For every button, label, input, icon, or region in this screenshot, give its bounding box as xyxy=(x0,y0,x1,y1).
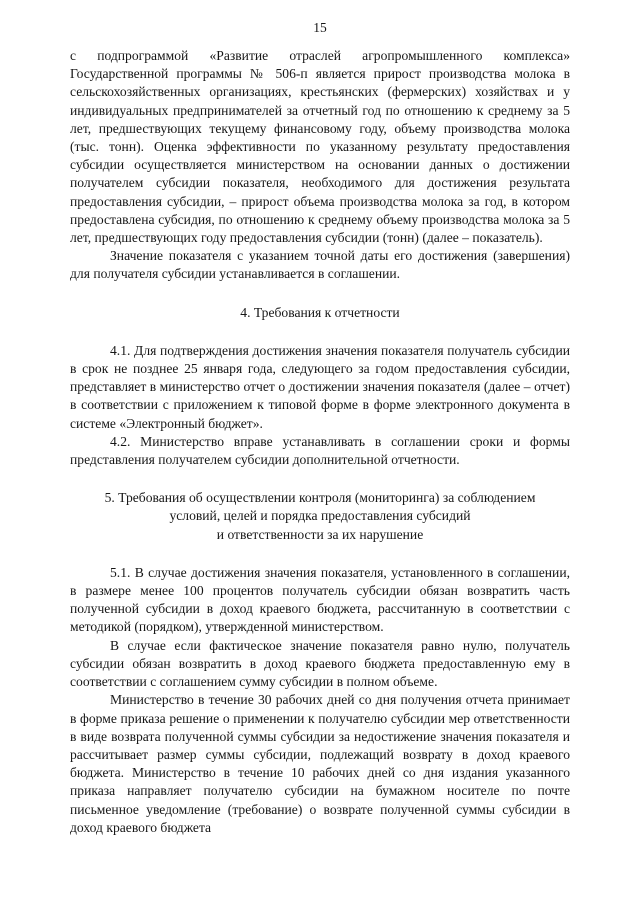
paragraph-indicator-value: Значение показателя с указанием точной даты его достижения (завершения) для получателя субсидии устанавливается в соглашении. xyxy=(70,248,570,282)
section-5-heading xyxy=(70,489,570,544)
section-5-heading-line-2: условий, целей и порядка предоставления субсидий xyxy=(169,508,471,524)
paragraph-continuation: с подпрограммой «Развитие отраслей агропромышленного комплекса» Государственной программы № 506-п является прирост производства молока в сельскохозяйственных организациях, крестьянских (фермерских) хозяйствах и у индивидуальных предпринимателей за отчетный год по отношению к среднему за 5 лет, предшествующих текущему финансовому году, объему производства молока (тыс. тонн). Оценка эффективности по указанному результату предоставления субсидии осуществляется министерством на основании данных о достижении получателем субсидии показателя, необходимого для достижения результата предоставления субсидии, – прирост объема производства молока за год, в котором предоставлена субсидия, по отношению к среднему объему производства молока за 5 лет, предшествующих году предоставления субсидии (тонн) (далее – показатель). xyxy=(70,48,570,246)
section-5-heading-line-3: и ответственности за их нарушение xyxy=(216,526,424,542)
paragraph-ministry-decision: Министерство в течение 30 рабочих дней со дня получения отчета принимает в форме приказа решение о применении к получателю субсидии мер ответственности в виде возврата полученной суммы субсидии за недостижение значения показателя и рассчитывает размер суммы субсидии, подлежащий возврату в доход краевого бюджета. Министерство в течение 10 рабочих дней со дня издания указанного приказа направляет получателю субсидии на бумажном носителе по почте письменное уведомление (требование) о возврате полученной суммы субсидии в доход краевого бюджета xyxy=(70,692,570,835)
paragraph-5-1: 5.1. В случае достижения значения показателя, установленного в соглашении, в размере менее 100 процентов получатель субсидии обязан возвратить часть полученной субсидии в доход краевого бюджета, рассчитанную в соответствии с методикой (порядком), утвержденной министерством. xyxy=(70,564,570,635)
paragraph-4-2: 4.2. Министерство вправе устанавливать в соглашении сроки и формы представления получателем субсидии дополнительной отчетности. xyxy=(70,433,570,468)
page-number: 15 xyxy=(313,20,327,35)
document-body xyxy=(70,47,570,837)
section-4-heading: 4. Требования к отчетности xyxy=(240,304,400,320)
paragraph-4-1: 4.1. Для подтверждения достижения значения показателя получатель субсидии в срок не позднее 25 января года, следующего за годом предоставления субсидии, представляет в министерство отчет о достижении значения показателя (далее – отчет) в соответствии с приложением к типовой форме в форме электронного документа в системе «Электронный бюджет». xyxy=(70,342,570,431)
section-5-heading-line-1: 5. Требования об осуществлении контроля (мониторинга) за соблюдением xyxy=(104,490,536,506)
paragraph-zero-value: В случае если фактическое значение показателя равно нулю, получатель субсидии обязан возвратить в доход краевого бюджета предоставленную ему в соответствии с соглашением сумму субсидии в полном объеме. xyxy=(70,637,570,690)
